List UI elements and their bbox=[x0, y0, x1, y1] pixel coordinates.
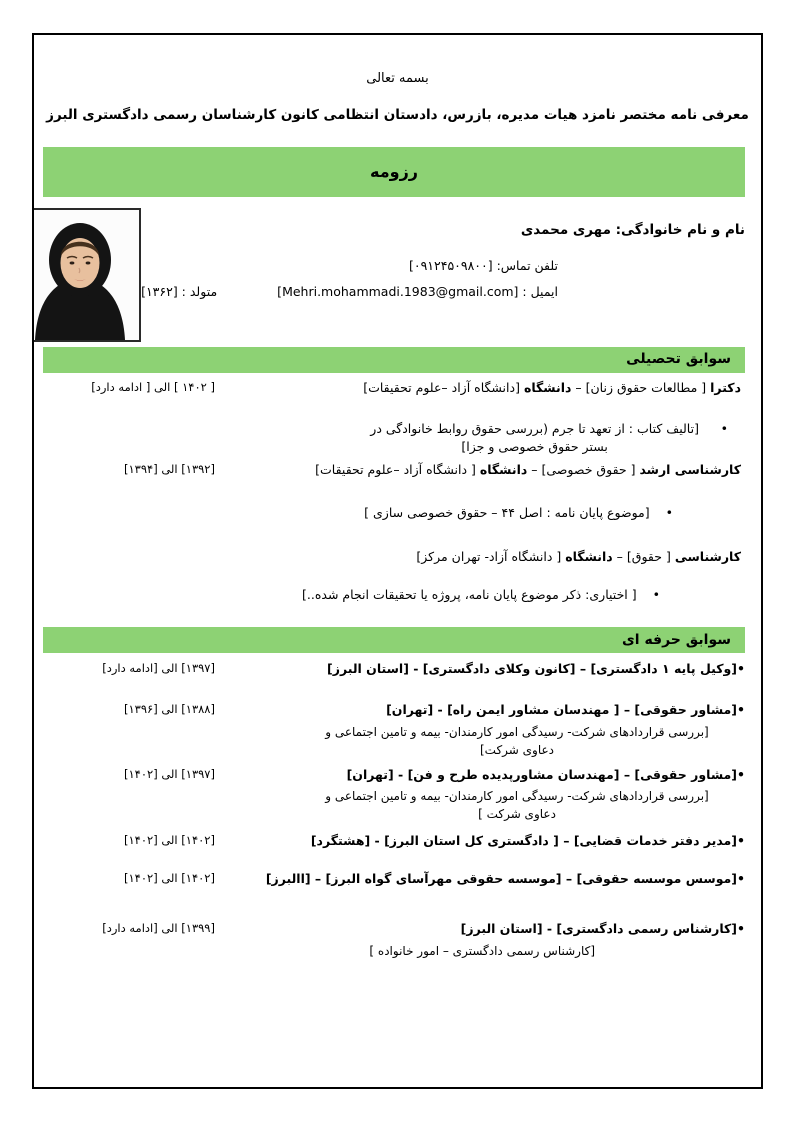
experience-title: [مشاور حقوقی] – [ مهندسان مشاور ایمن راه] - [تهران] bbox=[386, 701, 737, 717]
experience-entry-office-manager bbox=[60, 832, 745, 851]
university-name: [دانشگاه آزاد –علوم تحقیقات] bbox=[363, 379, 524, 395]
full-name-text: نام و نام خانوادگی: مهری محمدی bbox=[520, 221, 745, 238]
bullet-icon: • bbox=[737, 766, 745, 782]
experience-entry-founder bbox=[60, 870, 745, 889]
university-label: دانشگاه bbox=[479, 462, 528, 477]
experience-entry-advisor-2-main bbox=[215, 766, 745, 824]
bullet-icon: • bbox=[737, 833, 745, 849]
degree-field: [ حقوق خصوصی] – bbox=[527, 462, 640, 477]
experience-entry-expert bbox=[60, 920, 745, 960]
experience-entry-lawyer-date: [۱۳۹۷] الی [ادامه دارد] bbox=[102, 661, 215, 675]
bullet-icon: • bbox=[665, 504, 673, 520]
experience-entry-founder-date: [۱۴۰۲] الی [۱۴۰۲] bbox=[123, 871, 215, 885]
experience-entry-advisor-2-date: [۱۳۹۷] الی [۱۴۰۲] bbox=[123, 766, 215, 781]
portrait-photo bbox=[32, 208, 141, 342]
education-entry-masters-date: [۱۳۹۲] الی [۱۳۹۴] bbox=[123, 462, 215, 476]
resume-banner-label: رزومه bbox=[370, 161, 418, 181]
experience-entry-expert-main bbox=[215, 920, 745, 960]
education-entry-phd-text bbox=[215, 379, 745, 398]
experience-entry-lawyer bbox=[60, 660, 745, 679]
personal-text-block bbox=[141, 207, 745, 302]
resume-banner bbox=[43, 147, 745, 197]
education-entry-bachelors-text bbox=[215, 548, 745, 567]
experience-entry-lawyer-text bbox=[215, 660, 745, 679]
experience-entry-expert-text bbox=[215, 920, 745, 939]
education-note-book bbox=[60, 420, 728, 458]
education-note-optional bbox=[60, 586, 660, 605]
experience-entry-advisor-1-text bbox=[215, 701, 745, 720]
bullet-icon: • bbox=[652, 587, 660, 603]
university-label: دانشگاه bbox=[565, 548, 613, 564]
bullet-icon: • bbox=[737, 871, 745, 886]
education-section-header bbox=[43, 347, 745, 373]
experience-entry-advisor-1 bbox=[60, 701, 745, 759]
portrait-photo-illustration bbox=[32, 210, 139, 340]
experience-title: [مدیر دفتر خدمات قضایی] – [ دادگستری کل استان البرز] - [هشتگرد] bbox=[310, 833, 737, 849]
experience-entry-office-manager-date: [۱۴۰۲] الی [۱۴۰۲] bbox=[123, 833, 215, 848]
experience-entry-founder-text bbox=[215, 870, 745, 889]
degree-field: [ حقوق] – bbox=[612, 548, 675, 564]
experience-entry-advisor-2-text bbox=[215, 766, 745, 785]
experience-entry-advisor-2-detail: [بررسی قراردادهای شرکت- رسیدگی امور کارمندان- بیمه و تامین اجتماعی و دعاوی شرکت ] bbox=[325, 789, 709, 822]
bullet-icon: • bbox=[737, 701, 745, 717]
experience-entry-advisor-2 bbox=[60, 766, 745, 824]
experience-title: [مشاور حقوقی] – [مهندسان مشاورپدیده طرح و فن] - [تهران] bbox=[346, 766, 737, 782]
degree-label: کارشناسی ارشد bbox=[639, 462, 741, 477]
bullet-icon: • bbox=[720, 420, 728, 436]
bullet-icon: • bbox=[737, 920, 745, 936]
degree-field: [ مطالعات حقوق زنان] – bbox=[571, 379, 711, 395]
university-name: [ دانشگاه آزاد- تهران مرکز] bbox=[416, 548, 566, 564]
contact-block bbox=[141, 257, 558, 302]
page-border-frame bbox=[32, 33, 763, 1089]
bismillah-text: بسمه تعالی bbox=[366, 71, 429, 86]
experience-title: [کارشناس رسمی دادگستری] - [استان البرز] bbox=[460, 920, 737, 936]
experience-entry-office-manager-text bbox=[215, 832, 745, 851]
education-section bbox=[34, 379, 761, 605]
birth-year-text: متولد : [۱۳۶۲] bbox=[141, 283, 218, 299]
education-note-book-text: [تالیف کتاب : از تعهد تا جرم (بررسی حقوق روابط خانوادگی در بستر حقوق خصوصی و جزا] bbox=[370, 420, 699, 455]
document-title: معرفی نامه مختصر نامزد هیات مدیره، بازرس، دادستان انتظامی کانون کارشناسان رسمی دادگستری البرز bbox=[46, 106, 749, 123]
experience-entry-expert-detail: [کارشناس رسمی دادگستری – امور خانواده ] bbox=[369, 943, 595, 958]
university-name: [ دانشگاه آزاد –علوم تحقیقات] bbox=[315, 462, 480, 477]
experience-entry-lawyer-main bbox=[215, 660, 745, 679]
degree-label: دکترا bbox=[710, 379, 741, 395]
bullet-icon: • bbox=[737, 661, 745, 676]
email-birth-line bbox=[141, 283, 558, 302]
education-header-label: سوابق تحصیلی bbox=[626, 351, 731, 368]
experience-title: [موسس موسسه حقوقی] – [موسسه حقوقی مهرآسای گواه البرز] – [االبرز] bbox=[265, 871, 737, 886]
degree-label: کارشناسی bbox=[674, 548, 741, 564]
experience-section-header bbox=[43, 627, 745, 653]
email-text: ایمیل : [Mehri.mohammadi.1983@gmail.com] bbox=[277, 283, 558, 299]
experience-header-label: سوابق حرفه ای bbox=[621, 631, 731, 648]
education-entry-phd bbox=[60, 379, 745, 398]
experience-entry-office-manager-main bbox=[215, 832, 745, 851]
personal-info-section bbox=[34, 207, 745, 347]
experience-title: [وکیل پایه ۱ دادگستری] – [کانون وکلای دادگستری] - [استان البرز] bbox=[327, 661, 737, 676]
education-note-thesis-text: [موضوع پایان نامه : اصل ۴۴ – حقوق خصوصی سازی ] bbox=[364, 504, 650, 520]
phone-text: تلفن تماس: [۰۹۱۲۴۵۰۹۸۰۰] bbox=[408, 258, 558, 273]
experience-entry-founder-main bbox=[215, 870, 745, 889]
education-note-optional-text: [ اختیاری: ذکر موضوع پایان نامه، پروژه یا تحقیقات انجام شده..] bbox=[302, 587, 637, 603]
experience-entry-expert-date: [۱۳۹۹] الی [ادامه دارد] bbox=[102, 920, 215, 935]
education-entry-phd-date: [ ۱۴۰۲ ] الی [ ادامه دارد] bbox=[91, 379, 215, 394]
education-note-thesis bbox=[60, 504, 673, 523]
education-entry-masters bbox=[60, 461, 745, 480]
experience-entry-advisor-1-detail: [بررسی قراردادهای شرکت- رسیدگی امور کارمندان- بیمه و تامین اجتماعی و دعاوی شرکت] bbox=[325, 724, 709, 757]
experience-entry-advisor-1-date: [۱۳۸۸] الی [۱۳۹۶] bbox=[123, 701, 215, 716]
experience-section bbox=[34, 660, 761, 960]
experience-entry-advisor-1-main bbox=[215, 701, 745, 759]
education-entry-bachelors bbox=[60, 548, 745, 567]
education-entry-masters-text bbox=[215, 461, 745, 480]
university-label: دانشگاه bbox=[523, 379, 572, 395]
